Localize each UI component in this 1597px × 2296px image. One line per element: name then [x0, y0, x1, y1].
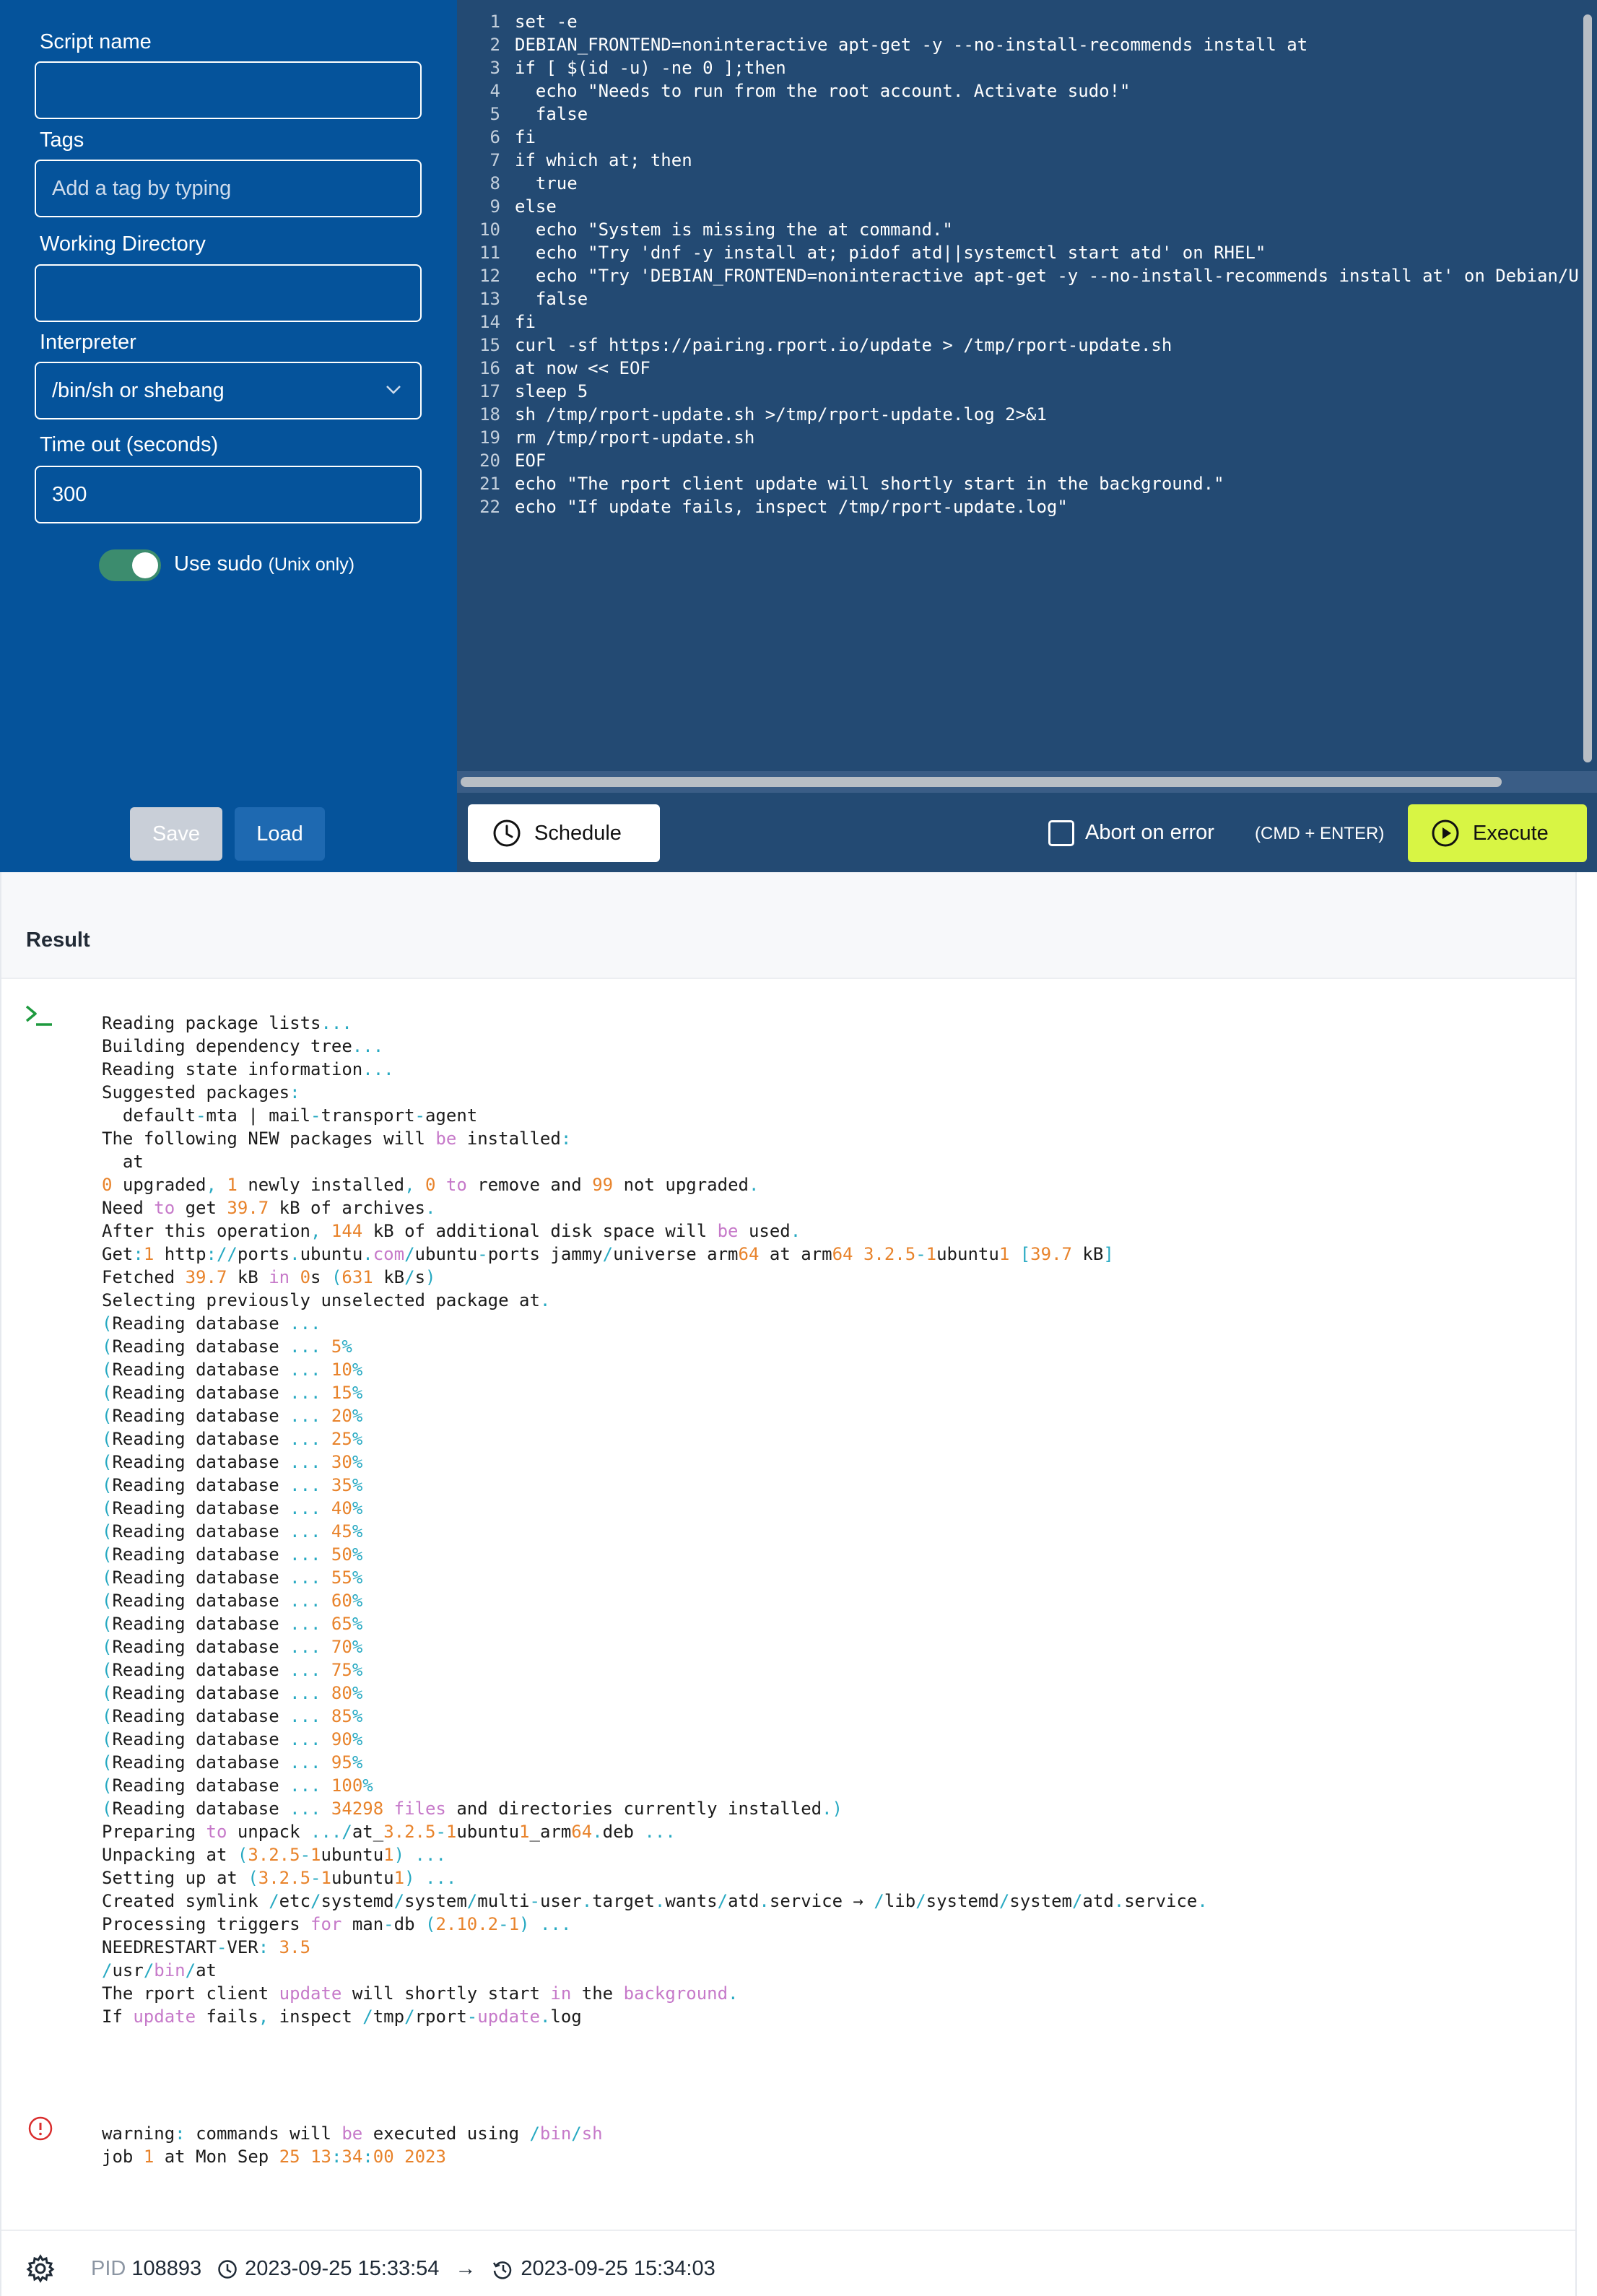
code-line[interactable]: [457, 264, 1580, 287]
script-settings-panel: [0, 0, 457, 793]
output-line: (Reading database ... 45%: [102, 1521, 363, 1541]
clock-history-icon: [492, 2259, 513, 2279]
output-line: warning: commands will be executed using /bin/sh: [102, 2123, 603, 2144]
output-line: Building dependency tree...: [102, 1036, 384, 1056]
vertical-scroll-thumb[interactable]: [1583, 14, 1592, 762]
output-line: NEEDRESTART-VER: 3.5: [102, 1937, 311, 1957]
shortcut-hint: (CMD + ENTER): [1255, 824, 1385, 843]
finished-time: 2023-09-25 15:34:03: [521, 2257, 715, 2280]
line-number: 12: [479, 266, 500, 286]
code-line[interactable]: [457, 149, 1580, 172]
code-line[interactable]: [457, 172, 1580, 195]
toggle-knob: [132, 552, 158, 578]
line-number: 13: [479, 289, 500, 309]
line-number: 16: [479, 358, 500, 378]
tags-label: Tags: [40, 129, 84, 152]
output-line: Suggested packages:: [102, 1082, 300, 1103]
line-number: 1: [489, 12, 500, 32]
schedule-label: Schedule: [534, 821, 622, 845]
line-number: 22: [479, 497, 500, 517]
output-line: default-mta | mail-transport-agent: [122, 1105, 478, 1126]
line-number: 19: [479, 427, 500, 448]
line-number: 8: [489, 173, 500, 193]
code-text: false: [515, 104, 588, 124]
toolbar-left: [0, 793, 457, 872]
code-lines[interactable]: [457, 10, 1580, 768]
code-text: set -e: [515, 12, 578, 32]
code-text: at now << EOF: [515, 358, 650, 378]
output-line: Get:1 http://ports.ubuntu.com/ubuntu-ports jammy/universe arm64 at arm64 3.2.5-1ubuntu1 [39.7 kB]: [102, 1244, 1114, 1264]
output-line: Preparing to unpack .../at_3.2.5-1ubuntu1_arm64.deb ...: [102, 1822, 676, 1842]
error-circle-icon: [27, 2115, 53, 2141]
output-line: (Reading database ... 80%: [102, 1683, 363, 1703]
line-number: 15: [479, 335, 500, 355]
line-number: 11: [479, 243, 500, 263]
working-directory-input[interactable]: [35, 264, 422, 322]
output-line: Processing triggers for man-db (2.10.2-1) ...: [102, 1914, 572, 1934]
line-number: 17: [479, 381, 500, 401]
interpreter-value: /bin/sh or shebang: [52, 378, 225, 402]
working-directory-label: Working Directory: [40, 232, 206, 256]
output-line: (Reading database ... 15%: [102, 1383, 363, 1403]
output-line: (Reading database ... 65%: [102, 1614, 363, 1634]
line-number: 10: [479, 219, 500, 240]
clock-icon: [492, 819, 521, 848]
interpreter-select[interactable]: [35, 362, 422, 419]
output-line: /usr/bin/at: [102, 1960, 217, 1980]
code-line[interactable]: [457, 334, 1580, 357]
output-line: (Reading database ...: [102, 1313, 321, 1334]
use-sudo-text: Use sudo: [174, 552, 263, 575]
play-circle-icon: [1431, 819, 1460, 848]
output-line: (Reading database ... 25%: [102, 1429, 363, 1449]
job-footer: [91, 2257, 715, 2281]
output-line: Selecting previously unselected package at.: [102, 1290, 551, 1310]
code-text: echo "System is missing the at command.": [515, 219, 953, 240]
output-line: After this operation, 144 kB of additional disk space will be used.: [102, 1221, 801, 1241]
output-line: (Reading database ... 60%: [102, 1591, 363, 1611]
code-text: echo "If update fails, inspect /tmp/rport-update.log": [515, 497, 1068, 517]
output-line: (Reading database ... 95%: [102, 1752, 363, 1773]
save-button[interactable]: Save: [130, 807, 222, 861]
code-line[interactable]: [457, 195, 1580, 218]
line-number: 9: [489, 196, 500, 217]
code-line[interactable]: [457, 449, 1580, 472]
abort-on-error-checkbox[interactable]: [1048, 820, 1074, 846]
started-time: 2023-09-25 15:33:54: [245, 2257, 440, 2280]
code-line[interactable]: [457, 403, 1580, 426]
script-name-input[interactable]: [35, 61, 422, 119]
line-number: 3: [489, 58, 500, 78]
output-line: (Reading database ... 55%: [102, 1567, 363, 1588]
output-line: (Reading database ... 5%: [102, 1336, 352, 1357]
output-line: Need to get 39.7 kB of archives.: [102, 1198, 436, 1218]
output-line: (Reading database ... 10%: [102, 1360, 363, 1380]
use-sudo-label: [174, 552, 354, 576]
line-number: 21: [479, 474, 500, 494]
code-text: echo "The rport client update will shortly start in the background.": [515, 474, 1224, 494]
line-number: 18: [479, 404, 500, 425]
code-line[interactable]: [457, 10, 1580, 33]
output-line: The following NEW packages will be installed:: [102, 1129, 572, 1149]
output-line: Created symlink /etc/systemd/system/multi-user.target.wants/atd.service → /lib/systemd/system/atd.service.: [102, 1891, 1208, 1911]
code-text: curl -sf https://pairing.rport.io/update > /tmp/rport-update.sh: [515, 335, 1172, 355]
output-line: (Reading database ... 34298 files and directories currently installed.): [102, 1799, 843, 1819]
code-text: fi: [515, 127, 536, 147]
pid-value: 108893: [131, 2257, 202, 2280]
code-text: echo "Try 'DEBIAN_FRONTEND=noninteractive apt-get -y --no-install-recommends install at' on Debian/U: [515, 266, 1579, 286]
result-header: [1, 872, 1575, 979]
line-number: 4: [489, 81, 500, 101]
script-name-label: Script name: [40, 30, 152, 53]
output-line: (Reading database ... 90%: [102, 1729, 363, 1749]
output-line: Reading package lists...: [102, 1013, 352, 1033]
code-text: sh /tmp/rport-update.sh >/tmp/rport-update.log 2>&1: [515, 404, 1047, 425]
code-line[interactable]: [457, 380, 1580, 403]
timeout-label: Time out (seconds): [40, 433, 219, 456]
output-line: (Reading database ... 100%: [102, 1775, 373, 1796]
output-line: (Reading database ... 70%: [102, 1637, 363, 1657]
code-text: if which at; then: [515, 150, 692, 170]
line-number: 2: [489, 35, 500, 55]
output-line: Setting up at (3.2.5-1ubuntu1) ...: [102, 1868, 457, 1888]
execute-button[interactable]: [1408, 804, 1587, 862]
output-line: job 1 at Mon Sep 25 13:34:00 2023: [102, 2147, 446, 2167]
output-line: at: [122, 1152, 144, 1172]
line-number: 7: [489, 150, 500, 170]
line-number: 5: [489, 104, 500, 124]
code-line[interactable]: [457, 472, 1580, 495]
code-line[interactable]: [457, 126, 1580, 149]
code-line[interactable]: [457, 56, 1580, 79]
code-line[interactable]: [457, 426, 1580, 449]
code-line[interactable]: [457, 310, 1580, 334]
code-line[interactable]: [457, 357, 1580, 380]
output-line: 0 upgraded, 1 newly installed, 0 to remove and 99 not upgraded.: [102, 1175, 760, 1195]
abort-on-error-label[interactable]: Abort on error: [1085, 821, 1214, 844]
code-line[interactable]: [457, 241, 1580, 264]
result-title: Result: [26, 929, 90, 952]
code-line[interactable]: [457, 287, 1580, 310]
pid-label: PID: [91, 2257, 126, 2280]
code-line[interactable]: [457, 218, 1580, 241]
code-text: else: [515, 196, 557, 217]
line-number: 14: [479, 312, 500, 332]
output-line: The rport client update will shortly start in the background.: [102, 1983, 739, 2004]
code-text: sleep 5: [515, 381, 588, 401]
output-line: Unpacking at (3.2.5-1ubuntu1) ...: [102, 1845, 446, 1865]
arrow-separator: →: [455, 2257, 477, 2280]
output-line: (Reading database ... 75%: [102, 1660, 363, 1680]
output-line: (Reading database ... 85%: [102, 1706, 363, 1726]
line-number: 20: [479, 451, 500, 471]
code-text: false: [515, 289, 588, 309]
chevron-down-icon: [386, 385, 401, 395]
terminal-prompt-icon: [25, 1004, 53, 1028]
horizontal-scroll-thumb[interactable]: [461, 777, 1502, 787]
schedule-button[interactable]: [468, 804, 660, 862]
code-text: DEBIAN_FRONTEND=noninteractive apt-get -y --no-install-recommends install at: [515, 35, 1308, 55]
code-line[interactable]: [457, 103, 1580, 126]
code-line[interactable]: [457, 495, 1580, 518]
output-line: (Reading database ... 20%: [102, 1406, 363, 1426]
code-text: fi: [515, 312, 536, 332]
use-sudo-toggle[interactable]: [99, 549, 161, 581]
footer-divider: [1, 2230, 1575, 2231]
code-line[interactable]: [457, 79, 1580, 103]
load-button[interactable]: Load: [235, 807, 325, 861]
script-editor[interactable]: [457, 0, 1597, 793]
output-line: Fetched 39.7 kB in 0s (631 kB/s): [102, 1267, 436, 1287]
code-text: echo "Try 'dnf -y install at; pidof atd||systemctl start atd' on RHEL": [515, 243, 1266, 263]
code-text: echo "Needs to run from the root account. Activate sudo!": [515, 81, 1131, 101]
output-line: (Reading database ... 50%: [102, 1544, 363, 1565]
output-line: If update fails, inspect /tmp/rport-update.log: [102, 2006, 582, 2027]
unix-only-note: (Unix only): [268, 555, 355, 575]
gear-icon[interactable]: [26, 2254, 55, 2283]
code-text: if [ $(id -u) -ne 0 ];then: [515, 58, 786, 78]
tags-input[interactable]: Add a tag by typing: [35, 160, 422, 217]
line-number: 6: [489, 127, 500, 147]
code-text: true: [515, 173, 578, 193]
output-line: Reading state information...: [102, 1059, 394, 1079]
interpreter-label: Interpreter: [40, 331, 136, 354]
timeout-input[interactable]: 300: [35, 466, 422, 523]
clock-icon: [217, 2259, 238, 2279]
code-text: EOF: [515, 451, 547, 471]
output-line: (Reading database ... 30%: [102, 1452, 363, 1472]
output-line: (Reading database ... 40%: [102, 1498, 363, 1518]
code-line[interactable]: [457, 33, 1580, 56]
execute-label: Execute: [1473, 821, 1549, 845]
output-line: (Reading database ... 35%: [102, 1475, 363, 1495]
code-text: rm /tmp/rport-update.sh: [515, 427, 755, 448]
stderr-output: [102, 2122, 1531, 2168]
stdout-output: [102, 1012, 1531, 2028]
